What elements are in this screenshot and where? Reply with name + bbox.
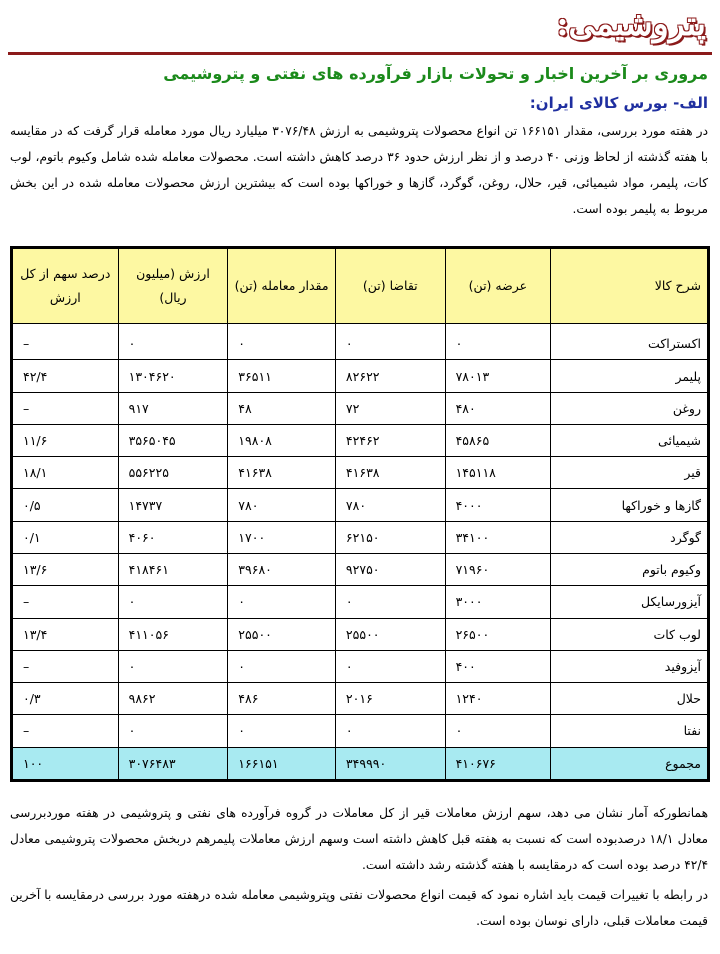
row-demand: ۰ [335, 324, 445, 360]
total-value: ۳۰۷۶۴۸۳ [118, 747, 228, 780]
total-supply: ۴۱۰۶۷۶ [445, 747, 551, 780]
row-volume: ۲۵۵۰۰ [228, 618, 336, 650]
row-value: ۰ [118, 715, 228, 747]
table-row [12, 554, 709, 586]
row-supply: ۴۰۰ [445, 650, 551, 682]
row-commodity: قیر [551, 457, 709, 489]
table-row [12, 424, 709, 456]
row-commodity: لوب کات [551, 618, 709, 650]
row-value: ۹۱۷ [118, 392, 228, 424]
row-value: ۰ [118, 324, 228, 360]
row-demand: ۷۸۰ [335, 489, 445, 521]
intro-paragraph [10, 118, 708, 222]
row-supply: ۷۸۰۱۳ [445, 360, 551, 392]
row-value: ۰ [118, 650, 228, 682]
table-total-row [12, 747, 709, 780]
row-value: ۴۰۶۰ [118, 521, 228, 553]
row-demand: ۰ [335, 715, 445, 747]
row-commodity: نفتا [551, 715, 709, 747]
row-share: ۱۱/۶ [12, 424, 119, 456]
row-share: ۰/۱ [12, 521, 119, 553]
row-supply: ۷۱۹۶۰ [445, 554, 551, 586]
row-demand: ۲۵۵۰۰ [335, 618, 445, 650]
row-value: ۳۵۶۵۰۴۵ [118, 424, 228, 456]
row-share: ۴۲/۴ [12, 360, 119, 392]
intro-sentence-1: در هفته مورد بررسی، مقدار ۱۶۶۱۵۱ تن انواع محصولات پتروشیمی به ارزش ۳۰۷۶/۴۸ میلیارد ریال مورد معامله قرار گرفت که در مقایسه با هفته گذشته از لحاظ وزنی ۴۰ درصد و از نظر ارزش حدود ۳۶ درصد کاهش داشته است. [10, 124, 708, 164]
row-volume: ۴۱۶۳۸ [228, 457, 336, 489]
row-demand: ۴۲۴۶۲ [335, 424, 445, 456]
table-row [12, 392, 709, 424]
row-commodity: آیزورسایکل [551, 586, 709, 618]
row-supply: ۳۰۰۰ [445, 586, 551, 618]
row-demand: ۴۱۶۳۸ [335, 457, 445, 489]
row-commodity: حلال [551, 683, 709, 715]
row-share: – [12, 324, 119, 360]
row-commodity: روغن [551, 392, 709, 424]
row-commodity: پلیمر [551, 360, 709, 392]
table-row [12, 586, 709, 618]
row-share: ۰/۵ [12, 489, 119, 521]
row-volume: ۷۸۰ [228, 489, 336, 521]
row-commodity: وکیوم باتوم [551, 554, 709, 586]
row-commodity: گوگرد [551, 521, 709, 553]
row-supply: ۴۰۰۰ [445, 489, 551, 521]
row-supply: ۱۲۴۰ [445, 683, 551, 715]
table-row [12, 618, 709, 650]
total-label: مجموع [551, 747, 709, 780]
row-share: – [12, 392, 119, 424]
row-volume: ۱۷۰۰ [228, 521, 336, 553]
row-share: ۱۳/۶ [12, 554, 119, 586]
row-demand: ۸۲۶۲۲ [335, 360, 445, 392]
row-demand: ۰ [335, 586, 445, 618]
total-demand: ۳۴۹۹۹۰ [335, 747, 445, 780]
table-row [12, 324, 709, 360]
row-value: ۵۵۶۲۲۵ [118, 457, 228, 489]
header-value: ارزش (میلیون ریال) [118, 248, 228, 324]
row-value: ۴۱۱۰۵۶ [118, 618, 228, 650]
table-row [12, 457, 709, 489]
row-supply: ۰ [445, 715, 551, 747]
row-share: ۱۳/۴ [12, 618, 119, 650]
row-supply: ۳۴۱۰۰ [445, 521, 551, 553]
row-commodity: آیزوفید [551, 650, 709, 682]
row-volume: ۴۸۶ [228, 683, 336, 715]
header-commodity: شرح کالا [551, 248, 709, 324]
row-supply: ۲۶۵۰۰ [445, 618, 551, 650]
row-value: ۱۴۷۳۷ [118, 489, 228, 521]
header-demand: تقاضا (تن) [335, 248, 445, 324]
row-demand: ۶۲۱۵۰ [335, 521, 445, 553]
header-rule [8, 52, 712, 55]
row-supply: ۴۵۸۶۵ [445, 424, 551, 456]
row-share: ۰/۳ [12, 683, 119, 715]
page-headline: مروری بر آخرین اخبار و تحولات بازار فرآورده های نفتی و پتروشیمی [163, 64, 708, 83]
table-header-row [12, 248, 709, 324]
row-volume: ۱۹۸۰۸ [228, 424, 336, 456]
row-volume: ۰ [228, 715, 336, 747]
table-row [12, 521, 709, 553]
row-demand: ۷۲ [335, 392, 445, 424]
row-supply: ۰ [445, 324, 551, 360]
row-volume: ۴۸ [228, 392, 336, 424]
total-share: ۱۰۰ [12, 747, 119, 780]
petrochemical-trade-table [10, 246, 710, 782]
row-commodity: شیمیائی [551, 424, 709, 456]
row-value: ۹۸۶۲ [118, 683, 228, 715]
table-row [12, 683, 709, 715]
analysis-paragraph: همانطورکه آمار نشان می دهد، سهم ارزش معاملات قیر از کل معاملات در گروه فرآورده های نفتی و پتروشیمی در هفته موردبررسی معادل ۱۸/۱ درصدبوده است که نسبت به هفته قبل کاهش داشته است وسهم ارزش معاملات پلیمرهم دربخش محصولات پتروشیمی معادل ۴۲/۴ درصد بوده است که درمقایسه با هفته گذشته رشد داشته است. [10, 806, 708, 872]
row-value: ۴۱۸۴۶۱ [118, 554, 228, 586]
section-subheading: الف- بورس کالای ایران: [529, 94, 708, 112]
row-commodity: اکستراکت [551, 324, 709, 360]
row-share: – [12, 715, 119, 747]
row-volume: ۰ [228, 650, 336, 682]
row-share: – [12, 586, 119, 618]
price-paragraph: در رابطه با تغییرات قیمت باید اشاره نمود که قیمت انواع محصولات نفتی وپتروشیمی معامله شده درهفته مورد بررسی درمقایسه با آخرین قیمت معاملات قبلی، دارای نوسان بوده است. [10, 888, 708, 928]
row-share: – [12, 650, 119, 682]
header-traded-volume: مقدار معامله (تن) [228, 248, 336, 324]
row-demand: ۹۲۷۵۰ [335, 554, 445, 586]
header-supply: عرضه (تن) [445, 248, 551, 324]
table-row [12, 715, 709, 747]
header-value-share: درصد سهم از کل ارزش [12, 248, 119, 324]
row-volume: ۰ [228, 324, 336, 360]
row-demand: ۲۰۱۶ [335, 683, 445, 715]
table-row [12, 650, 709, 682]
row-volume: ۳۶۵۱۱ [228, 360, 336, 392]
row-volume: ۳۹۶۸۰ [228, 554, 336, 586]
intro-sentence-2: محصولات معامله شده شامل وکیوم باتوم، لوب کات، پلیمر، مواد شیمیائی، قیر، حلال، روغن، گوگرد، گازها و خوراکها بوده است که بیشترین ارزش محصولات معامله شده در این بخش مربوط به پلیمر بوده است. [10, 150, 708, 216]
table-row [12, 489, 709, 521]
row-commodity: گازها و خوراکها [551, 489, 709, 521]
row-value: ۰ [118, 586, 228, 618]
row-demand: ۰ [335, 650, 445, 682]
row-share: ۱۸/۱ [12, 457, 119, 489]
row-volume: ۰ [228, 586, 336, 618]
total-volume: ۱۶۶۱۵۱ [228, 747, 336, 780]
section-brand-title: پتروشیمی: [556, 4, 706, 43]
row-value: ۱۳۰۴۶۲۰ [118, 360, 228, 392]
row-supply: ۴۸۰ [445, 392, 551, 424]
row-supply: ۱۴۵۱۱۸ [445, 457, 551, 489]
table-row [12, 360, 709, 392]
